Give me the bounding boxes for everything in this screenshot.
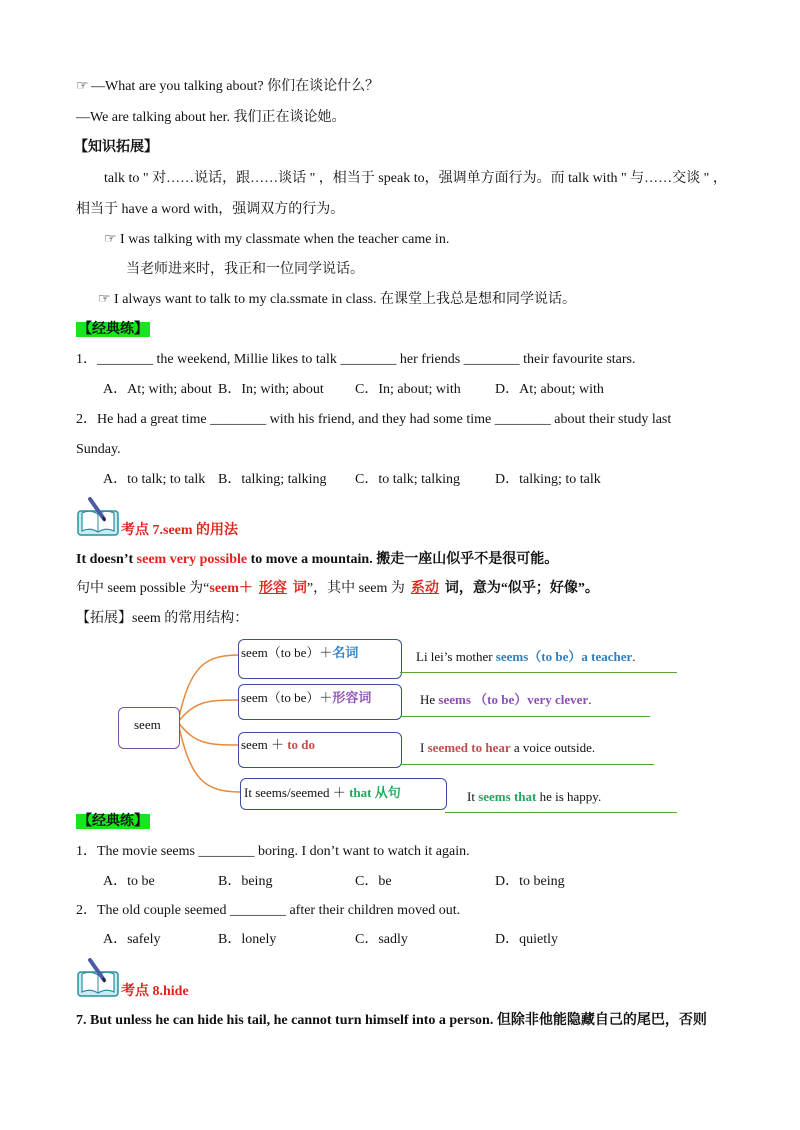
ext-sentence-1-translation: 当老师进来时，我正和一位同学说话。	[126, 262, 364, 277]
example-answer: —We are talking about her. 我们正在谈论她。	[76, 110, 346, 125]
practice-tag: 【经典练】	[78, 814, 148, 829]
option-b: B．lonely	[218, 932, 277, 947]
option-b: B．In; with; about	[218, 382, 324, 397]
option-a: A．At; with; about	[103, 382, 212, 397]
option-d: D．At; about; with	[495, 382, 604, 397]
question-1: 1．________ the weekend, Millie likes to talk ________ her friends ________ their favourite stars.	[76, 352, 636, 367]
mindmap-root-label: seem	[134, 717, 161, 732]
point-7-note: 句中 seem possible 为“seem＋ 形容 词”，其中 seem 为 系动 词，意为“似乎；好像”。	[76, 581, 599, 596]
option-a: A．to be	[103, 874, 155, 889]
example-question-text: —What are you talking about? 你们在谈论什么？	[91, 79, 380, 94]
point-7-extension-title: 【拓展】seem 的常用结构：	[76, 611, 249, 626]
option-c: C．In; about; with	[355, 382, 461, 397]
option-a: A．to talk; to talk	[103, 472, 206, 487]
question-1: 1．The movie seems ________ boring. I don’t want to watch it again.	[76, 844, 470, 859]
ext-sentence-2: ☞ I always want to talk to my cla.ssmate in class. 在课堂上我总是想和同学说话。	[98, 292, 576, 307]
mindmap-example-4: It seems that he is happy.	[467, 789, 602, 804]
point-8-title: 考点 8.hide	[121, 984, 189, 999]
point-7-title: 考点 7.seem 的用法	[121, 523, 239, 538]
ext-paragraph-line1: talk to " 对……说话，跟……谈话 " ，相当于 speak to，强调单方面行为。而 talk with " 与……交谈 " ，	[104, 171, 727, 186]
ext-sentence-1: ☞ I was talking with my classmate when the teacher came in.	[104, 232, 450, 247]
mindmap-branch-4-label: It seems/seemed ＋ that 从句	[244, 785, 401, 800]
option-b: B．being	[218, 874, 273, 889]
point-8-sentence: 7. But unless he can hide his tail, he cannot turn himself into a person. 但除非他能隐藏自己的尾巴，否则	[76, 1013, 707, 1028]
option-d: D．to being	[495, 874, 565, 889]
mindmap-branch-3-label: seem ＋ to do	[241, 737, 316, 752]
practice-tag: 【经典练】	[78, 322, 148, 337]
section-heading-knowledge: 【知识拓展】	[74, 140, 158, 155]
point-7-example: It doesn’t seem very possible to move a mountain. 搬走一座山似乎不是很可能。	[76, 552, 559, 567]
mindmap-underline-1	[400, 672, 677, 673]
example-question: ☞	[76, 79, 89, 94]
mindmap-branch-1-label: seem（to be）＋名词	[241, 645, 359, 660]
option-c: C．to talk; talking	[355, 472, 460, 487]
question-2: 2．He had a great time ________ with his friend, and they had some time ________ about their study last	[76, 412, 672, 427]
mindmap-underline-2	[400, 716, 650, 717]
book-pen-icon	[76, 958, 120, 998]
mindmap-example-3: I seemed to hear a voice outside.	[420, 740, 596, 755]
option-a: A．safely	[103, 932, 161, 947]
point-7-keyword: seem very possible	[136, 552, 248, 567]
option-d: D．talking; to talk	[495, 472, 601, 487]
mindmap-example-1: Li lei’s mother seems（to be）a teacher.	[416, 649, 636, 664]
ext-paragraph-line2: 相当于 have a word with，强调双方的行为。	[76, 202, 345, 217]
mindmap-underline-4	[445, 812, 677, 813]
option-b: B．talking; talking	[218, 472, 327, 487]
mindmap-example-2: He seems （to be）very clever.	[420, 692, 592, 707]
option-c: C．be	[355, 874, 392, 889]
question-2-cont: Sunday.	[76, 442, 121, 457]
option-d: D．quietly	[495, 932, 558, 947]
mindmap-branch-2-label: seem（to be）＋形容词	[241, 690, 372, 705]
mindmap-underline-3	[400, 764, 654, 765]
question-2: 2．The old couple seemed ________ after their children moved out.	[76, 903, 461, 918]
option-c: C．sadly	[355, 932, 408, 947]
